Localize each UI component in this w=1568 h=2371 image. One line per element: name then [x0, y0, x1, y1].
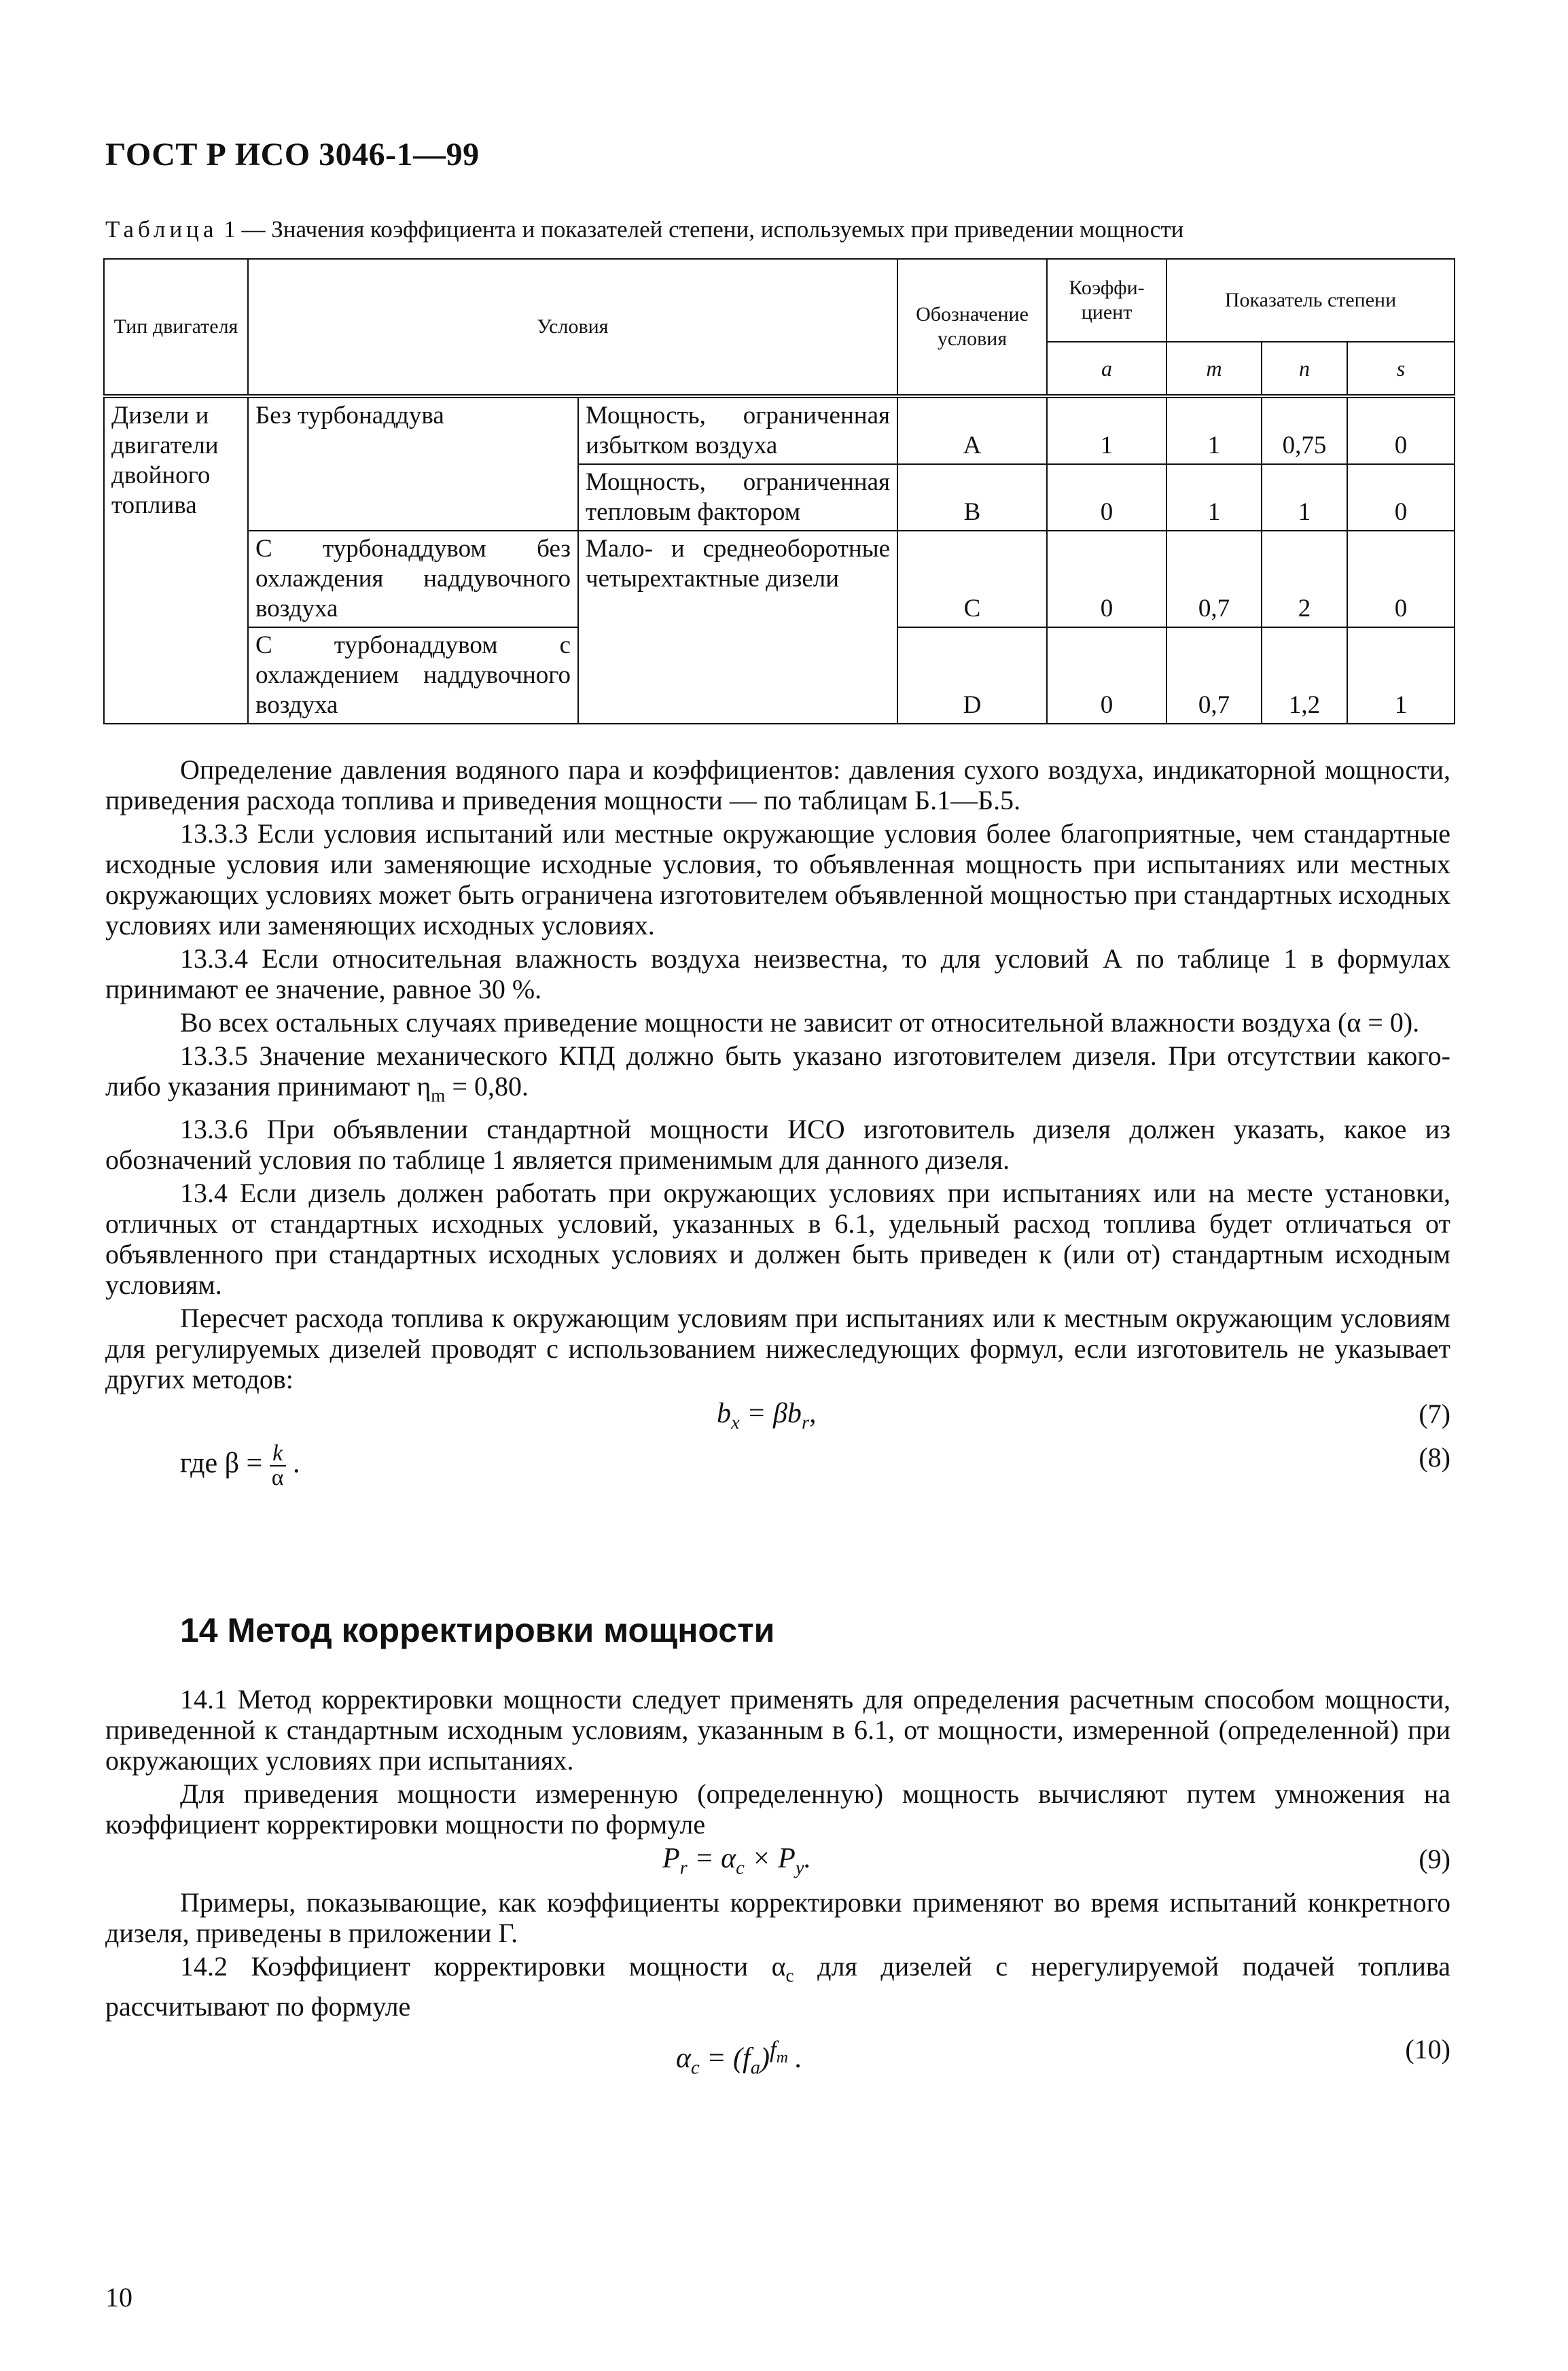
formula-sub: x: [731, 1412, 740, 1434]
formula-sub: r: [801, 1412, 810, 1434]
row-c-symbol: C: [897, 531, 1047, 627]
row-a-s: 0: [1347, 396, 1455, 464]
section-heading: 14 Метод корректировки мощности: [180, 1611, 775, 1649]
row-a-cond1: Без турбонаддува: [248, 396, 578, 531]
header-conditions: Условия: [248, 259, 897, 396]
alpha-subscript: c: [785, 1965, 794, 1986]
formula-text: b: [717, 1398, 731, 1429]
row-c-cond1: С турбонаддувом без охлаждения наддувочного воздуха: [248, 531, 578, 627]
formula-7: [105, 1399, 1450, 1438]
formula-10-expression: [676, 2034, 802, 2083]
table-caption-prefix: Таблица: [105, 216, 218, 243]
formula-sub: y: [795, 1857, 804, 1879]
formula-text: где β =: [180, 1447, 270, 1479]
row-b-coef-a: 0: [1047, 464, 1166, 531]
paragraph-14-1: 14.1 Метод корректировки мощности следует применять для определения расчетным способом мощности, приведенной к стандартным исходным условиям, указанным в 6.1, от мощности, измеренной (определенной) при окружающих условиях при испытаниях.: [105, 1684, 1450, 1776]
row-a-cond2: Мощность, ограниченная избытком воздуха: [578, 396, 897, 464]
row-b-s: 0: [1347, 464, 1455, 531]
eta-subscript: m: [431, 1085, 446, 1106]
formula-text: ): [760, 2043, 770, 2074]
paragraph: Для приведения мощности измеренную (определенную) мощность вычисляют путем умножения на коэффициент корректировки мощности по формуле: [105, 1778, 1450, 1840]
table-caption: [105, 216, 1450, 243]
row-a-n: 0,75: [1262, 396, 1347, 464]
header-condition-symbol: Обозначение условия: [897, 259, 1047, 396]
formula-text: .: [285, 1447, 300, 1479]
formula-10: [105, 2034, 1450, 2079]
formula-8: [105, 1442, 1450, 1491]
paragraph: Пересчет расхода топлива к окружающим условиям при испытаниях или к местным окружающим условиям для регулируемых дизелей проводят с использованием нижеследующих формул, если изготовитель не указывает других методов:: [105, 1303, 1450, 1394]
text-run: для дизелей с нерегулируемой подачей топлива рассчитывают по формуле: [105, 1951, 1451, 2022]
row-d-symbol: D: [897, 627, 1047, 724]
row-c-cond2: Мало- и среднеоборотные четырехтактные дизели: [578, 531, 897, 724]
formula-7-expression: [717, 1399, 817, 1438]
coefficients-table: [103, 258, 1455, 724]
text-run: 14.2 Коэффициент корректировки мощности α: [180, 1951, 786, 1982]
formula-text: P: [662, 1843, 680, 1874]
row-c-s: 0: [1347, 531, 1455, 627]
fraction: [270, 1442, 286, 1490]
formula-7-number: (7): [1419, 1399, 1450, 1429]
paragraph-13-3-5: [105, 1040, 1450, 1111]
formula-sub: c: [736, 1857, 745, 1879]
row-a-m: 1: [1166, 396, 1262, 464]
row-d-m: 0,7: [1166, 627, 1262, 724]
table-caption-text: 1 — Значения коэффициента и показателей степени, используемых при приведении мощности: [217, 216, 1184, 243]
formula-text: .: [787, 2043, 802, 2074]
paragraph-13-3-4: 13.3.4 Если относительная влажность воздуха неизвестна, то для условий А по таблице 1 в формулах принимают ее значение, равное 30 %.: [105, 943, 1450, 1004]
formula-sup: [770, 2036, 788, 2067]
formula-9-number: (9): [1419, 1844, 1450, 1874]
formula-text: f: [770, 2036, 777, 2062]
formula-sub: c: [691, 2057, 700, 2079]
header-engine-type: Тип двигателя: [104, 259, 248, 396]
header-n: n: [1262, 342, 1347, 396]
row-d-n: 1,2: [1262, 627, 1347, 724]
formula-text: = βb: [739, 1398, 802, 1429]
header-exponent: Показатель степени: [1166, 259, 1455, 342]
row-c-n: 2: [1262, 531, 1347, 627]
paragraph: Примеры, показывающие, как коэффициенты корректировки применяют во время испытаний конкретного дизеля, приведены в приложении Г.: [105, 1887, 1450, 1948]
formula-text: α: [676, 2043, 692, 2074]
row-b-m: 1: [1166, 464, 1262, 531]
paragraph-13-3-3: 13.3.3 Если условия испытаний или местные окружающие условия более благоприятные, чем стандартные исходные условия или заменяющие исходные условия, то объявленная мощность при испытаниях или местных окружающих условиях может быть ограничена изготовителем объявленной мощностью при стандартных исходных условиях или заменяющих исходных условиях.: [105, 818, 1450, 941]
row-c-m: 0,7: [1166, 531, 1262, 627]
row-b-cond2: Мощность, ограниченная тепловым фактором: [578, 464, 897, 531]
section13-body: [105, 754, 1450, 1495]
row-c-coef-a: 0: [1047, 531, 1166, 627]
formula-text: ,: [809, 1398, 817, 1429]
document-code: ГОСТ Р ИСО 3046-1—99: [105, 137, 480, 173]
paragraph-13-4: 13.4 Если дизель должен работать при окружающих условиях при испытаниях или на месте установки, отличных от стандартных исходных условий, указанных в 6.1, удельный расход топлива будет отличаться от объявленного при стандартных исходных условиях и должен быть приведен к (или от) стандартным исходным условиям.: [105, 1178, 1450, 1300]
paragraph: Во всех остальных случаях приведение мощности не зависит от относительной влажности воздуха (α = 0).: [180, 1007, 1420, 1038]
formula-8-expression: [180, 1442, 300, 1490]
row-b-n: 1: [1262, 464, 1347, 531]
engine-type-cell: Дизели и двигатели двойного топлива: [104, 396, 248, 724]
row-d-coef-a: 0: [1047, 627, 1166, 724]
formula-sub: a: [750, 2057, 760, 2079]
header-coefficient: Коэффи- циент: [1047, 259, 1166, 342]
paragraph-13-3-6: 13.3.6 При объявлении стандартной мощности ИСО изготовитель дизеля должен указать, какое из обозначений условия по таблице 1 является применимым для данного дизеля.: [105, 1114, 1450, 1175]
formula-text: = α: [687, 1843, 736, 1874]
formula-9-expression: [662, 1844, 811, 1883]
page-number: 10: [105, 2282, 132, 2313]
table-row: [104, 396, 1455, 464]
formula-sub: m: [776, 2049, 788, 2067]
row-d-cond1: С турбонаддувом с охлаждением наддувочного воздуха: [248, 627, 578, 724]
formula-10-number: (10): [1405, 2034, 1450, 2065]
fraction-numerator: k: [270, 1442, 286, 1466]
header-a: a: [1047, 342, 1166, 396]
header-m: m: [1166, 342, 1262, 396]
paragraph: Определение давления водяного пара и коэффициентов: давления сухого воздуха, индикаторной мощности, приведения расхода топлива и приведения мощности — по таблицам Б.1—Б.5.: [105, 754, 1450, 815]
header-s: s: [1347, 342, 1455, 396]
formula-9: [105, 1844, 1450, 1883]
formula-text: = (f: [699, 2043, 751, 2074]
row-d-s: 1: [1347, 627, 1455, 724]
row-b-symbol: B: [897, 464, 1047, 531]
text-run: = 0,80.: [445, 1071, 529, 1102]
formula-8-number: (8): [1419, 1442, 1450, 1473]
table-row: [104, 531, 1455, 627]
formula-text: × P: [744, 1843, 796, 1874]
text-run: 13.3.5 Значение механического КПД должно быть указано изготовителем дизеля. При отсутствии какого-либо указания принимают η: [105, 1040, 1450, 1102]
formula-text: .: [804, 1843, 811, 1874]
row-a-symbol: A: [897, 396, 1047, 464]
row-a-coef-a: 1: [1047, 396, 1166, 464]
paragraph-14-2: [105, 1951, 1450, 2022]
formula-sub: r: [679, 1857, 688, 1879]
section14-body: [105, 1684, 1450, 2077]
fraction-denominator: α: [271, 1465, 284, 1490]
